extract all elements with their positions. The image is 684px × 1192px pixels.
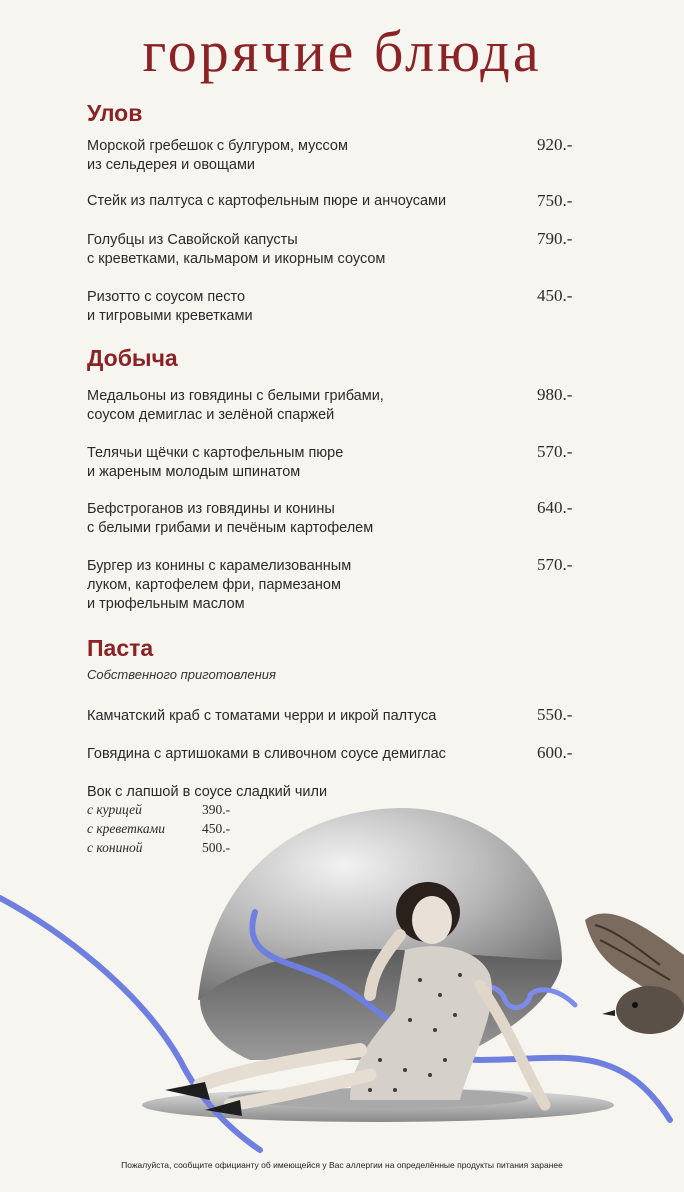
wok-option-name: с кониной — [87, 840, 143, 855]
dish-name-line: Стейк из палтуса с картофельным пюре и анчоусами — [87, 193, 447, 209]
section-heading-pasta: Паста — [87, 635, 154, 661]
bird-icon — [585, 913, 684, 1034]
wok-option-price: 390.- — [202, 802, 231, 817]
dish-name-line: Телячьи щёчки с картофельным пюре — [87, 445, 344, 461]
dish-price: 570.- — [537, 442, 573, 461]
dish-item — [87, 192, 527, 211]
dish-price: 450.- — [537, 286, 573, 305]
dish-name-line: Бефстроганов из говядины и конины — [87, 501, 335, 517]
dish-name-line: из сельдерея и овощами — [87, 157, 256, 173]
dish-name-line: Вок с лапшой в соусе сладкий чили — [87, 784, 328, 800]
dish-item — [87, 707, 527, 726]
section-subtitle: Собственного приготовления — [87, 667, 276, 682]
wok-option-price: 500.- — [202, 840, 231, 855]
section-heading-prey: Добыча — [87, 345, 178, 371]
dish-item — [87, 745, 527, 764]
dish-price: 570.- — [537, 555, 573, 574]
dish-name-line: и трюфельным маслом — [87, 596, 245, 612]
dish-item — [87, 137, 527, 175]
dish-item — [87, 444, 527, 482]
allergy-notice: Пожалуйста, сообщите официанту об имеющейся у Вас аллергии на определённые продукты питания заранее — [121, 1160, 563, 1170]
dish-price: 790.- — [537, 229, 573, 248]
dish-item — [87, 387, 527, 425]
dish-name-line: Голубцы из Савойской капусты — [87, 232, 298, 248]
dish-name-line: с белыми грибами и печёным картофелем — [87, 520, 374, 536]
dish-name-line: Морской гребешок с булгуром, муссом — [87, 138, 348, 154]
dish-name-line: Ризотто с соусом песто — [87, 289, 246, 305]
wok-option-name: с креветками — [87, 821, 165, 836]
dish-item — [87, 288, 527, 326]
dish-name-line: соусом демиглас и зелёной спаржей — [87, 407, 335, 423]
dish-name-line: и жареным молодым шпинатом — [87, 464, 301, 480]
dish-name-line: Медальоны из говядины с белыми грибами, — [87, 388, 384, 404]
dish-price: 600.- — [537, 743, 573, 762]
dish-item — [87, 557, 527, 614]
dish-price: 750.- — [537, 191, 573, 210]
section-heading-catch: Улов — [87, 100, 143, 126]
dish-name-line: с креветками, кальмаром и икорным соусом — [87, 251, 386, 267]
dish-name-line: луком, картофелем фри, пармезаном — [87, 577, 341, 593]
menu-title: горячие блюда — [142, 19, 542, 84]
dish-price: 550.- — [537, 705, 573, 724]
dish-name-line: Камчатский краб с томатами черри и икрой палтуса — [87, 708, 437, 724]
wok-option-price: 450.- — [202, 821, 231, 836]
dish-item — [87, 500, 527, 538]
dish-name-line: Бургер из конины с карамелизованным — [87, 558, 352, 574]
dish-name-line: Говядина с артишоками в сливочном соусе демиглас — [87, 746, 446, 762]
dish-price: 640.- — [537, 498, 573, 517]
dish-price: 980.- — [537, 385, 573, 404]
cloche-illustration — [0, 780, 684, 1155]
wok-option-name: с курицей — [87, 802, 142, 817]
dish-price: 920.- — [537, 135, 573, 154]
dish-item — [87, 231, 527, 269]
dish-name-line: и тигровыми креветками — [87, 308, 253, 324]
